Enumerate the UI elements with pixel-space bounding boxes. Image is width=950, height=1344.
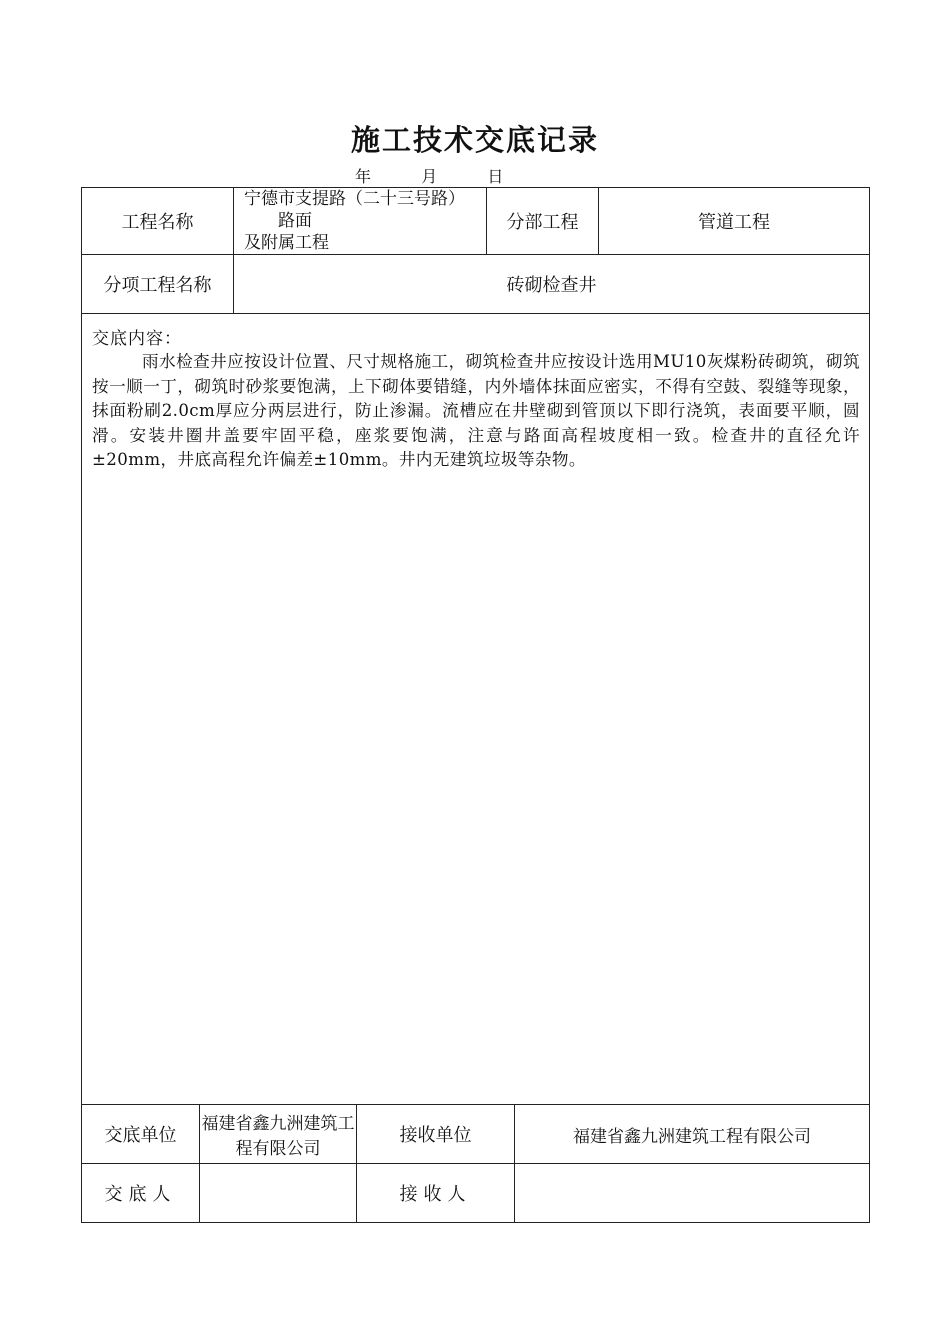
- issuer-unit-value: 福建省鑫九洲建筑工程有限公司: [200, 1105, 357, 1164]
- date-line: [355, 164, 503, 187]
- issuer-person-value[interactable]: [200, 1164, 357, 1223]
- project-name-value: [234, 188, 487, 255]
- subitem-label: 分项工程名称: [82, 255, 234, 314]
- receiver-person-label: 接收人: [357, 1164, 515, 1223]
- receiver-unit-label-text: 接收单位: [399, 1125, 472, 1146]
- project-name-road: 路面: [278, 211, 312, 231]
- receiver-unit-label: [357, 1105, 515, 1164]
- project-name-line2: 及附属工程: [244, 233, 329, 253]
- content-body: 雨水检查井应按设计位置、尺寸规格施工，砌筑检查井应按设计选用MU10灰煤粉砖砌筑，砌筑按一顺一丁，砌筑时砂浆要饱满，上下砌体要错缝，内外墙体抹面应密实，不得有空鼓、裂缝等现象，抹面粉刷2.0cm厚应分两层进行，防止渗漏。流槽应在井壁砌到管顶以下即行浇筑，表面要平顺，圆滑。安装井圈井盖要牢固平稳，座浆要饱满，注意与路面高程坡度相一致。检查井的直径允许±20mm，井底高程允许偏差±10mm。井内无建筑垃圾等杂物。: [92, 352, 860, 469]
- project-name-label: 工程名称: [82, 188, 234, 255]
- issuer-unit-label: 交底单位: [82, 1105, 200, 1164]
- issuer-person-label: 交底人: [82, 1164, 200, 1223]
- project-name-line1: 宁德市支提路（二十三号路）: [244, 189, 465, 209]
- content-heading: 交底内容：: [92, 329, 182, 349]
- date-month: 月: [421, 167, 438, 186]
- document-title: 施工技术交底记录: [350, 123, 599, 157]
- subitem-value: 砖砌检查井: [234, 255, 870, 314]
- project-row: [82, 188, 870, 255]
- receiver-person-value[interactable]: [515, 1164, 870, 1223]
- subitem-row: [82, 255, 870, 314]
- division-value: 管道工程: [599, 188, 870, 255]
- division-label: 分部工程: [487, 188, 599, 255]
- date-year: 年: [355, 167, 372, 186]
- unit-row: [82, 1105, 870, 1164]
- content-cell: [82, 314, 870, 1105]
- content-row: [82, 314, 870, 1105]
- date-day: 日: [487, 167, 504, 186]
- disclosure-form-table: [81, 187, 870, 1223]
- receiver-unit-value: 福建省鑫九洲建筑工程有限公司: [515, 1105, 870, 1164]
- person-row: [82, 1164, 870, 1223]
